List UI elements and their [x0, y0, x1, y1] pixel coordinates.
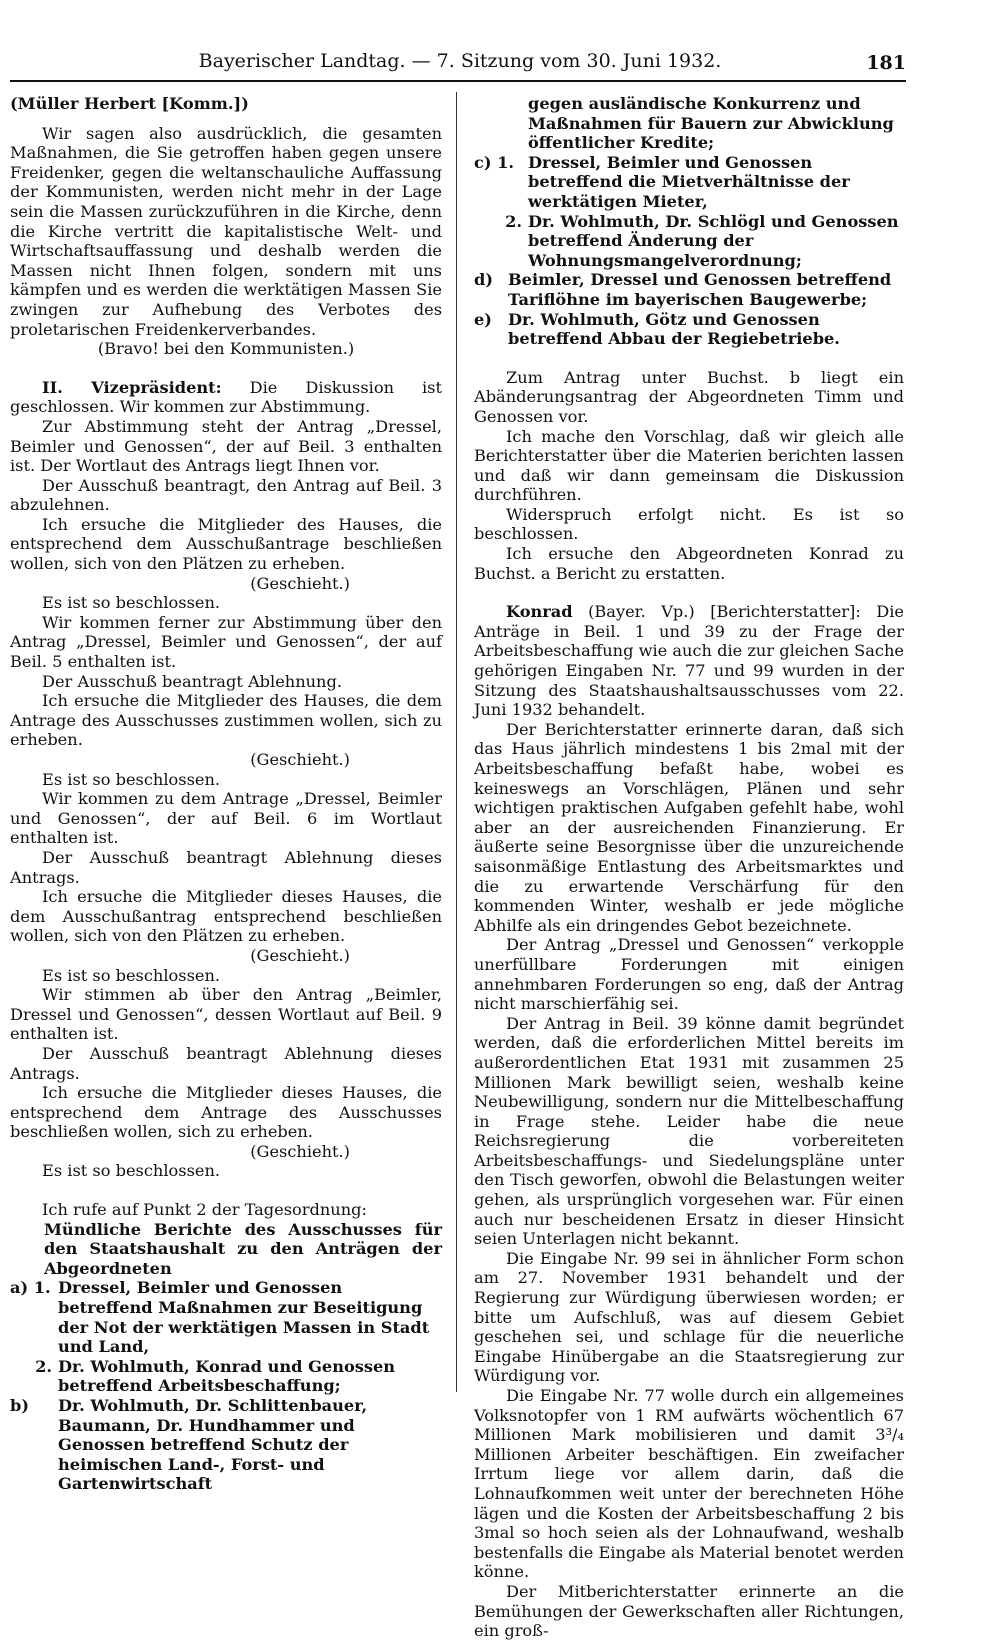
stage-note: (Geschieht.)	[250, 573, 350, 593]
item-text: Beimler, Dressel und Genossen betreffend Tariflöhne im bayerischen Baugewerbe;	[508, 270, 892, 309]
item-text: Dressel, Beimler und Genossen betreffend Maßnahmen zur Beseitigung der Not der werktätigen Massen in Stadt und Land,	[58, 1278, 430, 1357]
item-text: Dr. Wohlmuth, Konrad und Genossen betreffend Arbeitsbeschaffung;	[58, 1356, 396, 1396]
item-label: b)	[10, 1396, 29, 1415]
paragraph: Der Ausschuß beantragt, den Antrag auf Beil. 3 abzulehnen.	[10, 475, 442, 515]
agenda-heading: Mündliche Berichte des Ausschusses für den Staatshaushalt zu den Anträgen der Abgeordneten	[44, 1219, 442, 1278]
item-text: Dr. Wohlmuth, Götz und Genossen betreffend Abbau der Regiebetriebe.	[508, 309, 840, 349]
interjection: (Bravo! bei den Kommunisten.)	[97, 339, 355, 359]
paragraph: Der Ausschuß beantragt Ablehnung.	[42, 671, 342, 691]
agenda-item-b	[10, 1396, 442, 1494]
speaker-label: II. Vizepräsident:	[42, 377, 222, 397]
vice-president-statement	[10, 378, 442, 417]
rapporteur-statement	[474, 602, 904, 720]
page-number: 181	[866, 52, 906, 74]
agenda-item-b-continued: gegen ausländische Konkurrenz und Maßnahmen für Bauern zur Abwicklung öffentlicher Kredite;	[528, 94, 894, 153]
paragraph: Ich ersuche den Abgeordneten Konrad zu Buchst. a Bericht zu erstatten.	[474, 544, 904, 583]
speaker-label: Konrad	[506, 602, 573, 622]
agenda-item-e	[474, 310, 904, 349]
paragraph: Ich rufe auf Punkt 2 der Tagesordnung:	[42, 1200, 367, 1220]
paragraph: Ich ersuche die Mitglieder dieses Hauses, die entsprechend dem Antrage des Ausschusses beschließen wollen, sich zu erheben.	[10, 1083, 442, 1142]
item-label: a) 1.	[10, 1278, 51, 1298]
statement-text: (Bayer. Vp.) [Berichterstatter]: Die Anträge in Beil. 1 und 39 zu der Frage der Arbeitsbeschaffung wie auch die zur gleichen Sache gehörigen Eingaben Nr. 77 und 99 wurden in der Sitzung des Staatshaushaltsausschusses vom 22. Juni 1932 behandelt.	[474, 602, 904, 720]
agenda-item-d	[474, 270, 904, 309]
paragraph: Es ist so beschlossen.	[42, 1161, 221, 1181]
paragraph: Der Ausschuß beantragt Ablehnung dieses Antrags.	[10, 847, 442, 887]
statement-text: Die Diskussion ist geschlossen. Wir kommen zur Abstimmung.	[10, 377, 442, 417]
item-label: e)	[474, 309, 492, 329]
item-label: 2.	[35, 1356, 52, 1376]
paragraph: Es ist so beschlossen.	[42, 965, 221, 985]
paragraph: Zur Abstimmung steht der Antrag „Dressel, Beimler und Genossen“, der auf Beil. 3 enthalten ist. Der Wortlaut des Antrags liegt Ihnen vor.	[10, 416, 442, 476]
paragraph: Ich ersuche die Mitglieder des Hauses, die entsprechend dem Ausschußantrage beschließen wollen, sich von den Plätzen zu erheben.	[10, 514, 442, 574]
paragraph: Der Antrag „Dressel und Genossen“ verkopple unerfüllbare Forderungen mit einigen annehmbaren Forderungen so eng, daß der Antrag nicht marschierfähig sei.	[474, 935, 904, 1014]
paragraph: Ich ersuche die Mitglieder dieses Hauses, die dem Ausschußantrag entsprechend beschließen wollen, sich von den Plätzen zu erheben.	[10, 887, 442, 946]
speaker-heading: (Müller Herbert [Komm.])	[10, 94, 249, 113]
paragraph: Der Berichterstatter erinnerte daran, daß sich das Haus jährlich mindestens 1 bis 2mal mit der Arbeitsbeschaffung befaßt habe, wobei es keineswegs an Vorschlägen, Plänen und sehr wichtigen praktischen Aufgaben gefehlt habe, wohl aber an der ausreichenden Finanzierung. Er äußerte seine Besorgnisse über die unzureichende saisonmäßige Entlastung des Arbeitsmarktes und die zu erwartende Verschärfung für den kommenden Winter, weshalb er jede mögliche Abhilfe als ein dringendes Gebot bezeichnete.	[474, 719, 904, 935]
item-text: Dr. Wohlmuth, Dr. Schlittenbauer, Baumann, Dr. Hundhammer und Genossen betreffend Schutz der heimischen Land-, Forst- und Gartenwirtschaft	[58, 1396, 368, 1494]
item-label: 2.	[505, 211, 522, 231]
agenda-item-c1	[474, 153, 904, 212]
paragraph: Der Antrag in Beil. 39 könne damit begründet werden, daß die erforderlichen Mittel bereits im außerordentlichen Etat 1931 mit zusammen 25 Millionen Mark bewilligt seien, weshalb keine Neubewilligung, sondern nur die Mittelbeschaffung in Frage stehe. Leider habe die neue Reichsregierung die vorbereiteten Arbeitsbeschaffungs- und Siedelungspläne unter den Tisch geworfen, obwohl die Belastungen weiter gehen, als ursprünglich vorgesehen war. Für einen auch nur bescheidenen Ersatz in dieser Hinsicht seien Unterlagen nicht bekannt.	[474, 1013, 904, 1249]
paragraph: Die Eingabe Nr. 77 wolle durch ein allgemeines Volksnotopfer von 1 RM aufwärts wöchentlich 67 Millionen Mark mobilisieren und damit 3³/₄ Millionen Arbeiter beschäftigen. Ein zweifacher Irrtum liege vor allem darin, daß die Lohnaufkommen weit unter der berechneten Höhe lägen und die Kosten der Arbeitsbeschaffung 2 bis 3mal so hoch seien als der Lohnaufwand, weshalb bestenfalls die Eingabe als Material benotet werden könne.	[474, 1386, 904, 1582]
paragraph: Zum Antrag unter Buchst. b liegt ein Abänderungsantrag der Abgeordneten Timm und Genossen vor.	[474, 367, 904, 426]
item-label: d)	[474, 270, 493, 290]
paragraph: Wir kommen ferner zur Abstimmung über den Antrag „Dressel, Beimler und Genossen“, der auf Beil. 5 enthalten ist.	[10, 612, 442, 672]
paragraph: Ich ersuche die Mitglieder des Hauses, die dem Antrage des Ausschusses zustimmen wollen, sich zu erheben.	[10, 691, 442, 750]
paragraph: Wir kommen zu dem Antrage „Dressel, Beimler und Genossen“, der auf Beil. 6 im Wortlaut enthalten ist.	[10, 789, 442, 848]
paragraph: Ich mache den Vorschlag, daß wir gleich alle Berichterstatter über die Materien berichten lassen und daß wir dann gemeinsam die Diskussion durchführen.	[474, 426, 904, 505]
paragraph: Der Ausschuß beantragt Ablehnung dieses Antrags.	[10, 1043, 442, 1083]
item-text: Dressel, Beimler und Genossen betreffend die Mietverhältnisse der werktätigen Mieter,	[528, 152, 850, 211]
agenda-item-a2	[10, 1357, 442, 1396]
agenda-item-c2	[474, 212, 904, 271]
paragraph: Es ist so beschlossen.	[42, 593, 221, 613]
paragraph: Wir stimmen ab über den Antrag „Beimler, Dressel und Genossen“, dessen Wortlaut auf Beil. 9 enthalten ist.	[10, 985, 442, 1044]
agenda-item-a1	[10, 1278, 442, 1356]
item-label: c) 1.	[474, 152, 515, 172]
paragraph: Die Eingabe Nr. 99 sei in ähnlicher Form schon am 27. November 1931 behandelt und der Regierung zur Würdigung überwiesen worden; er bitte um Aufschluß, was auf diesem Gebiet geschehen sei, und schlage für die neuerliche Eingabe Hinübergabe an die Staatsregierung zur Würdigung vor.	[474, 1248, 904, 1386]
paragraph: Widerspruch erfolgt nicht. Es ist so beschlossen.	[474, 504, 904, 544]
header-rule	[10, 80, 906, 82]
stage-note: (Geschieht.)	[250, 945, 350, 965]
stage-note: (Geschieht.)	[250, 1141, 350, 1161]
stage-note: (Geschieht.)	[250, 750, 350, 769]
running-header: Bayerischer Landtag. — 7. Sitzung vom 30. Juni 1932.	[198, 50, 722, 72]
left-column	[10, 94, 442, 1494]
paragraph: Der Mitberichterstatter erinnerte an die Bemühungen der Gewerkschaften aller Richtungen, ein groß-	[474, 1581, 904, 1641]
column-divider	[456, 92, 457, 1392]
paragraph: Wir sagen also ausdrücklich, die gesamten Maßnahmen, die Sie getroffen haben gegen unsere Freidenker, gegen die weltanschauliche Auffassung der Kommunisten, werden nicht mehr in der Lage sein die Massen zurückzuführen in die Kirche, denn die Kirche vertritt die kapitalistische Welt- und Wirtschaftsauffassung und deshalb werden die Massen nicht Ihnen folgen, sondern mit uns kämpfen und es werden die werktätigen Massen Sie zwingen zur Aufhebung des Verbotes des proletarischen Freidenkerverbandes.	[10, 123, 442, 339]
item-text: Dr. Wohlmuth, Dr. Schlögl und Genossen betreffend Änderung der Wohnungsmangelverordnung;	[528, 211, 899, 270]
right-column	[474, 94, 904, 1641]
paragraph: Es ist so beschlossen.	[42, 769, 221, 789]
